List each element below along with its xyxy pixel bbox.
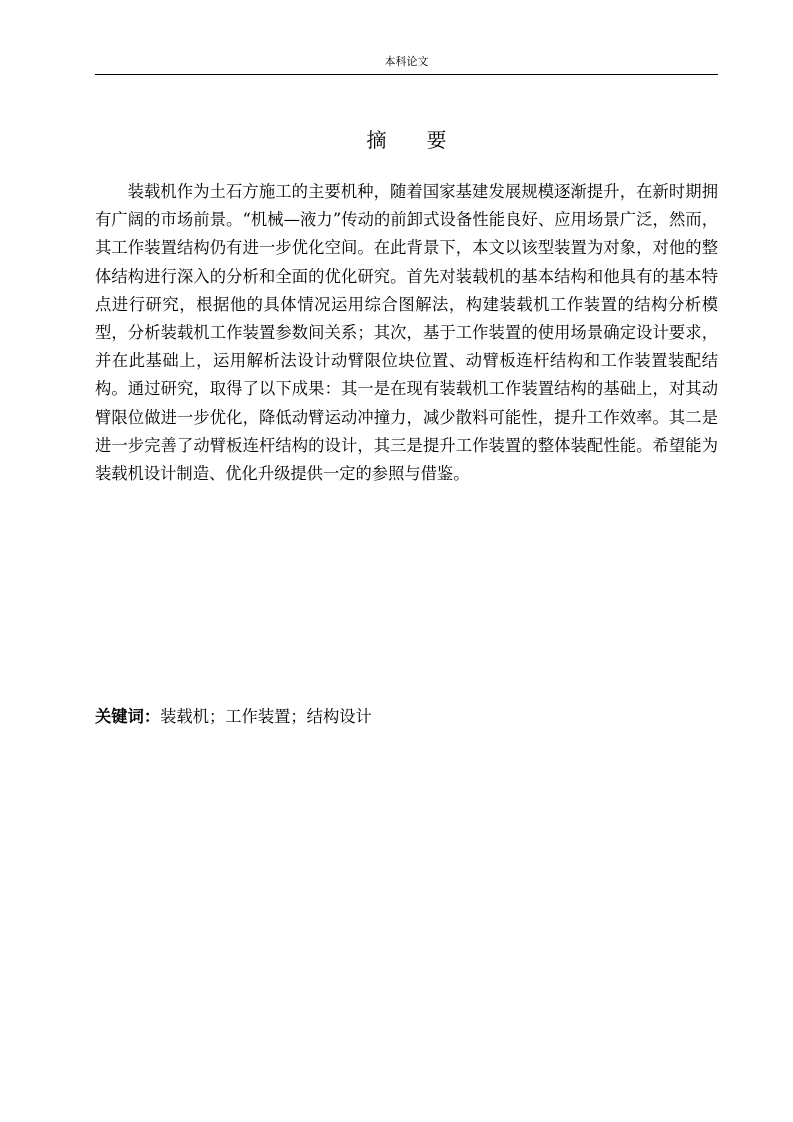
running-header-text: 本科论文	[384, 55, 429, 68]
abstract-paragraph: 装载机作为土石方施工的主要机种，随着国家基建发展规模逐渐提升，在新时期拥有广阔的市场前景。“机械—液力”传动的前卸式设备性能良好、应用场景广泛，然而，其工作装置结构仍有进一步优化空间。在此背景下，本文以该型装置为对象，对他的整体结构进行深入的分析和全面的优化研究。首先对装载机的基本结构和他具有的基本特点进行研究，根据他的具体情况运用综合图解法，构建装载机工作装置的结构分析模型，分析装载机工作装置参数间关系；其次，基于工作装置的使用场景确定设计要求，并在此基础上，运用解析法设计动臂限位块位置、动臂板连杆结构和工作装置装配结构。通过研究，取得了以下成果：其一是在现有装载机工作装置结构的基础上，对其动臂限位做进一步优化，降低动臂运动冲撞力，减少散料可能性，提升工作效率。其二是进一步完善了动臂板连杆结构的设计，其三是提升工作装置的整体装配性能。希望能为装载机设计制造、优化升级提供一定的参照与借鉴。	[95, 182, 718, 484]
running-header	[95, 54, 718, 75]
keywords-line	[95, 704, 718, 730]
keywords-label: 关键词：	[95, 707, 161, 726]
keywords-value: 装载机；工作装置；结构设计	[160, 707, 372, 726]
page-title: 摘要	[366, 128, 487, 152]
